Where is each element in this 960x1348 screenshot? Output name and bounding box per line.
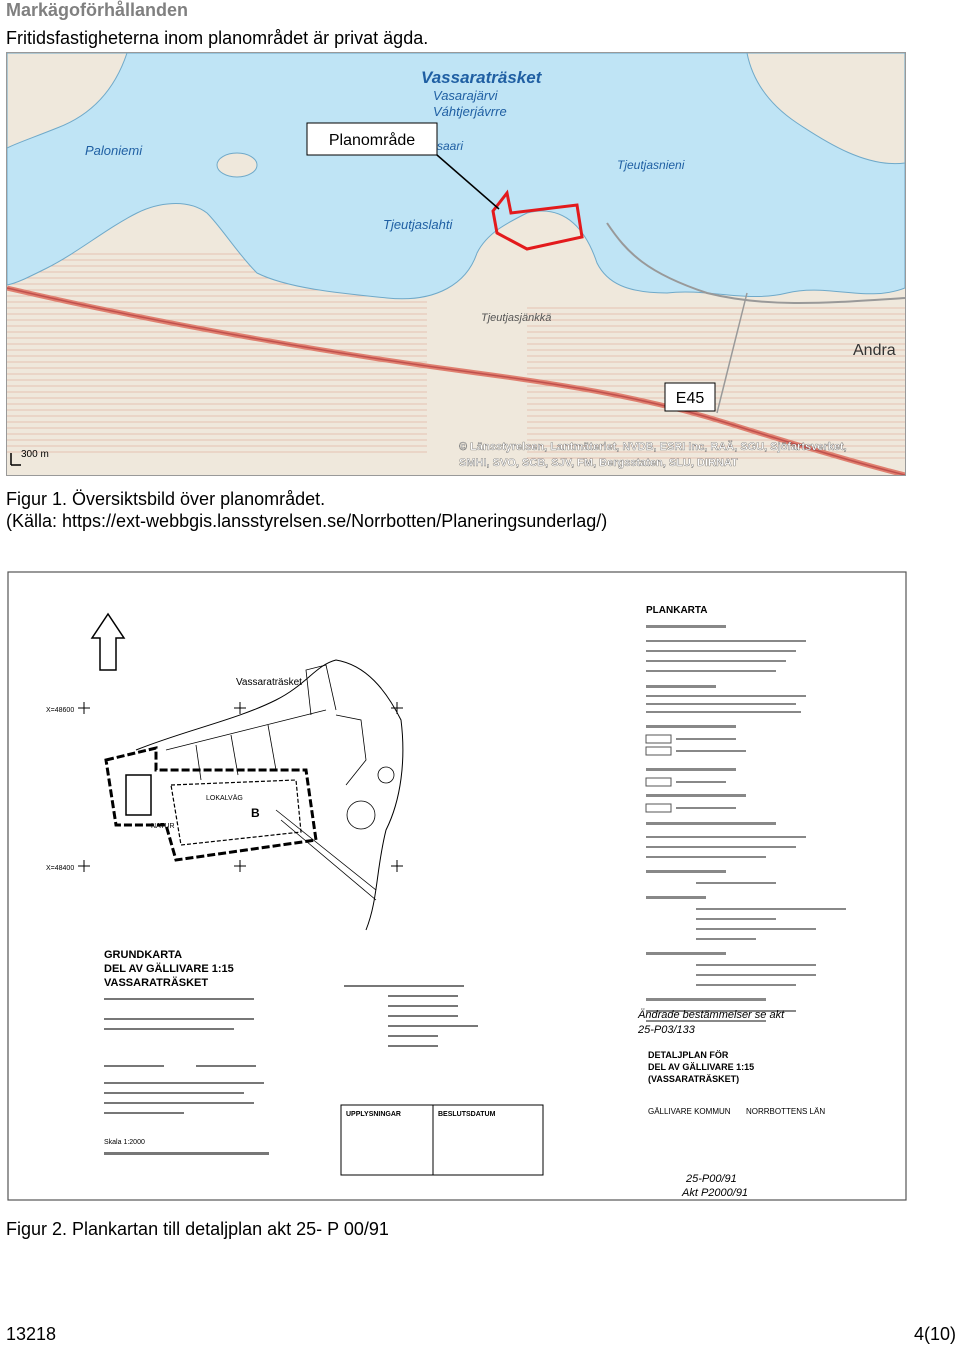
grundkarta-line2: DEL AV GÄLLIVARE 1:15 [104, 963, 234, 975]
grundkarta-line3: VASSARATRÄSKET [104, 977, 209, 989]
andra-name: Andra [853, 342, 896, 359]
handwritten-note4: 25-P00/91 [686, 1173, 737, 1185]
lead-text: Fritidsfastigheterna inom planområdet är privat ägda. [6, 28, 429, 48]
plan-scale: Skala 1:2000 [104, 1139, 145, 1146]
credits-line1: © Länsstyrelsen, Lantmäteriet, NVDB, ESRI Inc, RAÄ, SGU, Sjöfartsverket, [459, 441, 847, 453]
tjeutjasnieni-name: Tjeutjasnieni [617, 158, 685, 172]
plan-kommun: GÄLLIVARE KOMMUN [648, 1107, 731, 1116]
plan-map [6, 570, 908, 1204]
upplysningar-label: UPPLYSNINGAR [346, 1111, 401, 1118]
tjeutjaslahti-name: Tjeutjaslahti [383, 217, 453, 232]
document-number: 13218 [6, 1324, 57, 1344]
plan-lake-name: Vassaraträsket [236, 677, 302, 688]
lake-name: Vassaraträsket [421, 68, 542, 87]
overview-map [6, 52, 906, 476]
lake-name-alt1: Vasarajärvi [433, 88, 498, 103]
tjeutjasjankka-name: Tjeutjasjänkkä [481, 312, 552, 324]
figure1-caption-line2: (Källa: https://ext-webbgis.lansstyrelsen.se/Norrbotten/Planeringsunderlag/) [6, 511, 608, 531]
page-number: 4(10) [913, 1324, 956, 1344]
overview-map-graphic [7, 53, 905, 475]
coord-label-1: X=48600 [46, 707, 75, 714]
plan-map-graphic [6, 570, 908, 1204]
scale-label: 300 m [21, 449, 49, 460]
detaljplan-line1: DETALJPLAN FÖR [648, 1050, 729, 1060]
handwritten-note1: Ändrade bestämmelser se akt [638, 1009, 785, 1021]
saari-name: saari [437, 139, 464, 153]
plan-lan: NORRBOTTENS LÄN [746, 1107, 826, 1116]
handwritten-note3: Akt P2000/91 [682, 1187, 749, 1199]
figure2-caption: Figur 2. Plankartan till detaljplan akt 25- P 00/91 [6, 1219, 389, 1239]
plan-lokalvag: LOKALVÄG [206, 795, 243, 802]
handwritten-note2: 25-P03/133 [638, 1024, 695, 1036]
plan-b: B [251, 806, 260, 820]
callout-plan-label: Planområde [328, 132, 416, 149]
detaljplan-line3: (VASSARATRÄSKET) [648, 1074, 740, 1084]
paloniemi-name: Paloniemi [85, 143, 143, 158]
plan-natur: NATUR [151, 823, 175, 830]
coord-label-2: X=48400 [46, 865, 75, 872]
detaljplan-line2: DEL AV GÄLLIVARE 1:15 [648, 1062, 755, 1072]
credits-line2: SMHI, SVO, SCB, SJV, FM, Bergsstaten, SLU, DIRNAT [459, 457, 738, 469]
figure1-caption-line1: Figur 1. Översiktsbild över planområdet. [6, 489, 326, 509]
plan-title: PLANKARTA [646, 605, 708, 616]
callout-road-label: E45 [675, 390, 705, 407]
section-heading: Markägoförhållanden [6, 0, 189, 20]
lake-name-alt2: Váhtjerjávrre [433, 104, 507, 119]
grundkarta-line1: GRUNDKARTA [104, 949, 183, 961]
beslutsdatum-label: BESLUTSDATUM [438, 1111, 496, 1118]
